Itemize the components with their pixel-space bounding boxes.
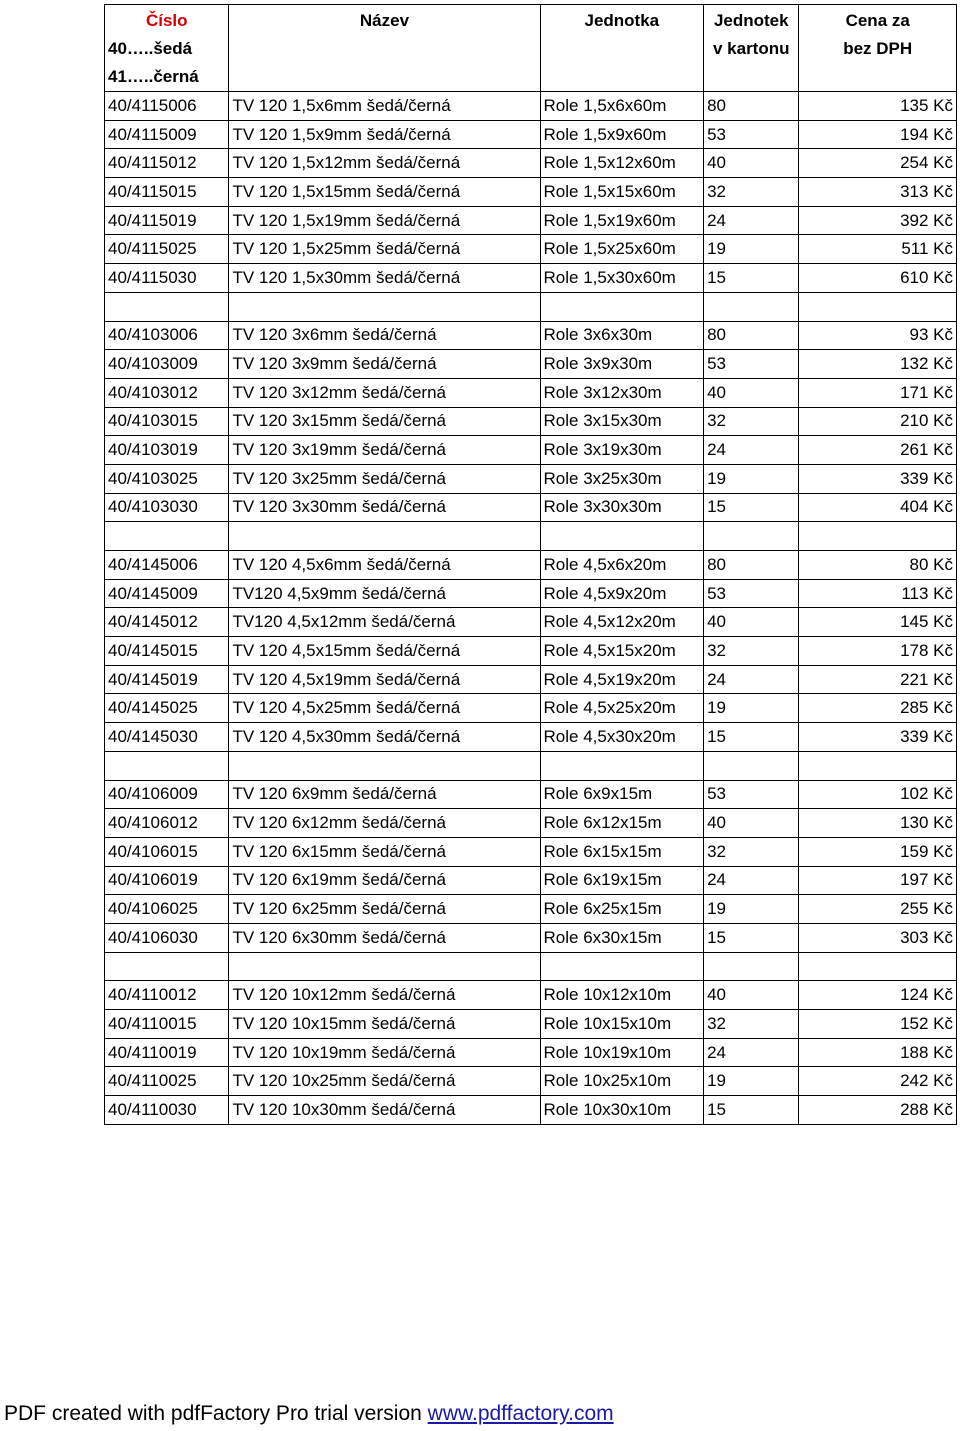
table-row [105,522,957,551]
cell-cena: 313 Kč [799,178,957,207]
cell-nazev [229,952,540,981]
cell-nazev: TV 120 1,5x19mm šedá/černá [229,206,540,235]
header-nazev-label: Název [359,11,410,30]
cell-nazev: TV 120 10x30mm šedá/černá [229,1096,540,1125]
cell-ks: 24 [704,206,799,235]
cell-kod: 40/4106009 [105,780,229,809]
cell-cena: 197 Kč [799,866,957,895]
table-row [105,895,957,924]
cell-jednotka: Role 3x19x30m [540,436,704,465]
cell-kod: 40/4103025 [105,464,229,493]
cell-nazev: TV 120 3x12mm šedá/černá [229,378,540,407]
cell-jednotka: Role 1,5x30x60m [540,264,704,293]
cell-ks: 40 [704,809,799,838]
cell-ks: 53 [704,780,799,809]
cell-jednotka: Role 3x6x30m [540,321,704,350]
cell-nazev: TV 120 6x15mm šedá/černá [229,837,540,866]
cell-kod: 40/4115009 [105,120,229,149]
cell-nazev: TV 120 6x25mm šedá/černá [229,895,540,924]
table-row [105,206,957,235]
price-table [104,4,957,1125]
cell-kod: 40/4145015 [105,637,229,666]
cell-nazev: TV 120 3x9mm šedá/černá [229,350,540,379]
header-jednotek [704,5,799,92]
cell-nazev: TV 120 10x12mm šedá/černá [229,981,540,1010]
cell-nazev: TV 120 3x6mm šedá/černá [229,321,540,350]
cell-nazev [229,751,540,780]
cell-kod: 40/4145009 [105,579,229,608]
cell-ks [704,751,799,780]
cell-nazev: TV 120 4,5x30mm šedá/černá [229,723,540,752]
table-row [105,292,957,321]
cell-jednotka: Role 3x12x30m [540,378,704,407]
cell-cena: 511 Kč [799,235,957,264]
cell-ks: 15 [704,264,799,293]
cell-nazev: TV 120 1,5x6mm šedá/černá [229,92,540,121]
cell-nazev: TV 120 3x25mm šedá/černá [229,464,540,493]
cell-cena: 113 Kč [799,579,957,608]
header-jednotka [540,5,704,92]
cell-cena: 145 Kč [799,608,957,637]
table-row [105,264,957,293]
cell-kod: 40/4145019 [105,665,229,694]
footer-text: PDF created with pdfFactory Pro trial version [4,1402,428,1425]
cell-ks [704,292,799,321]
cell-jednotka: Role 10x25x10m [540,1067,704,1096]
cell-kod: 40/4110025 [105,1067,229,1096]
cell-cena: 132 Kč [799,350,957,379]
cell-nazev: TV120 4,5x9mm šedá/černá [229,579,540,608]
table-row [105,981,957,1010]
cell-cena: 152 Kč [799,1010,957,1039]
cell-ks: 32 [704,407,799,436]
cell-cena: 404 Kč [799,493,957,522]
cell-ks: 19 [704,235,799,264]
cell-cena: 339 Kč [799,464,957,493]
cell-ks: 40 [704,149,799,178]
cell-cena [799,751,957,780]
cell-cena: 178 Kč [799,637,957,666]
cell-ks: 19 [704,1067,799,1096]
table-row [105,350,957,379]
cell-kod: 40/4115019 [105,206,229,235]
header-jednotek-label-1: Jednotek [713,11,789,30]
cell-nazev: TV 120 6x12mm šedá/černá [229,809,540,838]
header-cena-label-2: bez DPH [843,39,913,58]
cell-ks: 32 [704,637,799,666]
header-cislo-label: Číslo [145,11,188,30]
table-row [105,952,957,981]
cell-cena [799,522,957,551]
cell-ks: 53 [704,120,799,149]
cell-jednotka: Role 1,5x12x60m [540,149,704,178]
cell-kod: 40/4106012 [105,809,229,838]
cell-ks: 40 [704,378,799,407]
cell-nazev: TV 120 1,5x25mm šedá/černá [229,235,540,264]
cell-cena: 242 Kč [799,1067,957,1096]
table-row [105,1010,957,1039]
cell-ks: 32 [704,1010,799,1039]
cell-kod: 40/4106015 [105,837,229,866]
cell-cena: 303 Kč [799,923,957,952]
cell-ks: 32 [704,837,799,866]
cell-jednotka [540,522,704,551]
cell-nazev: TV 120 3x15mm šedá/černá [229,407,540,436]
table-row [105,92,957,121]
cell-nazev: TV 120 10x15mm šedá/černá [229,1010,540,1039]
cell-ks: 80 [704,321,799,350]
cell-jednotka: Role 4,5x30x20m [540,723,704,752]
table-row [105,464,957,493]
cell-jednotka: Role 3x9x30m [540,350,704,379]
cell-jednotka: Role 6x25x15m [540,895,704,924]
cell-kod: 40/4103015 [105,407,229,436]
cell-cena: 392 Kč [799,206,957,235]
cell-cena: 610 Kč [799,264,957,293]
cell-cena: 188 Kč [799,1038,957,1067]
cell-jednotka [540,952,704,981]
cell-kod: 40/4103006 [105,321,229,350]
cell-cena: 93 Kč [799,321,957,350]
cell-ks [704,522,799,551]
cell-nazev: TV120 4,5x12mm šedá/černá [229,608,540,637]
table-row [105,1038,957,1067]
table-row [105,780,957,809]
cell-ks: 15 [704,493,799,522]
cell-kod: 40/4110030 [105,1096,229,1125]
table-row [105,493,957,522]
cell-cena: 254 Kč [799,149,957,178]
cell-nazev: TV 120 1,5x30mm šedá/černá [229,264,540,293]
cell-kod: 40/4145025 [105,694,229,723]
cell-jednotka: Role 4,5x12x20m [540,608,704,637]
header-jednotka-label: Jednotka [584,11,660,30]
header-cena-label-1: Cena za [845,11,910,30]
cell-cena [799,292,957,321]
cell-nazev: TV 120 4,5x6mm šedá/černá [229,551,540,580]
table-row [105,1067,957,1096]
cell-kod: 40/4115012 [105,149,229,178]
cell-kod: 40/4106030 [105,923,229,952]
cell-cena: 171 Kč [799,378,957,407]
table-header-row [105,5,957,92]
table-row [105,235,957,264]
cell-ks: 53 [704,350,799,379]
cell-kod: 40/4115006 [105,92,229,121]
pdf-footer [4,1402,614,1426]
cell-ks: 15 [704,923,799,952]
cell-jednotka: Role 6x19x15m [540,866,704,895]
cell-cena [799,952,957,981]
table-row [105,837,957,866]
cell-ks: 24 [704,1038,799,1067]
cell-cena: 285 Kč [799,694,957,723]
cell-ks: 24 [704,866,799,895]
cell-ks: 80 [704,551,799,580]
table-row [105,178,957,207]
cell-nazev: TV 120 4,5x25mm šedá/černá [229,694,540,723]
table-row [105,1096,957,1125]
cell-jednotka: Role 4,5x9x20m [540,579,704,608]
cell-kod [105,952,229,981]
cell-kod: 40/4115015 [105,178,229,207]
cell-nazev: TV 120 1,5x9mm šedá/černá [229,120,540,149]
cell-cena: 221 Kč [799,665,957,694]
cell-kod [105,751,229,780]
cell-nazev: TV 120 4,5x19mm šedá/černá [229,665,540,694]
cell-jednotka: Role 3x15x30m [540,407,704,436]
cell-kod: 40/4145006 [105,551,229,580]
cell-ks: 19 [704,464,799,493]
cell-nazev [229,522,540,551]
cell-nazev: TV 120 3x19mm šedá/černá [229,436,540,465]
cell-cena: 339 Kč [799,723,957,752]
cell-jednotka [540,292,704,321]
cell-kod: 40/4103009 [105,350,229,379]
cell-cena: 255 Kč [799,895,957,924]
cell-nazev: TV 120 1,5x12mm šedá/černá [229,149,540,178]
cell-kod: 40/4115030 [105,264,229,293]
cell-kod: 40/4145012 [105,608,229,637]
header-seda-code: 40…..šedá [108,39,193,58]
cell-ks: 40 [704,981,799,1010]
cell-jednotka: Role 3x30x30m [540,493,704,522]
cell-ks: 19 [704,895,799,924]
cell-cena: 261 Kč [799,436,957,465]
table-row [105,809,957,838]
table-row [105,378,957,407]
table-row [105,923,957,952]
table-row [105,551,957,580]
cell-kod: 40/4110015 [105,1010,229,1039]
cell-kod [105,522,229,551]
cell-kod: 40/4145030 [105,723,229,752]
cell-nazev: TV 120 6x30mm šedá/černá [229,923,540,952]
cell-jednotka: Role 3x25x30m [540,464,704,493]
cell-nazev: TV 120 6x9mm šedá/černá [229,780,540,809]
cell-cena: 135 Kč [799,92,957,121]
cell-ks: 19 [704,694,799,723]
cell-nazev: TV 120 10x25mm šedá/černá [229,1067,540,1096]
cell-kod: 40/4115025 [105,235,229,264]
table-row [105,407,957,436]
table-row [105,751,957,780]
table-row [105,637,957,666]
footer-link[interactable]: www.pdffactory.com [427,1402,614,1425]
table-row [105,665,957,694]
table-row [105,149,957,178]
header-cislo [105,5,229,92]
cell-jednotka: Role 6x15x15m [540,837,704,866]
cell-jednotka: Role 4,5x19x20m [540,665,704,694]
cell-jednotka: Role 6x9x15m [540,780,704,809]
cell-nazev: TV 120 4,5x15mm šedá/černá [229,637,540,666]
cell-kod: 40/4106025 [105,895,229,924]
cell-kod: 40/4110019 [105,1038,229,1067]
cell-jednotka [540,751,704,780]
cell-cena: 194 Kč [799,120,957,149]
cell-jednotka: Role 6x12x15m [540,809,704,838]
table-row [105,723,957,752]
cell-jednotka: Role 1,5x25x60m [540,235,704,264]
cell-kod: 40/4110012 [105,981,229,1010]
cell-jednotka: Role 10x19x10m [540,1038,704,1067]
cell-cena: 159 Kč [799,837,957,866]
cell-jednotka: Role 10x15x10m [540,1010,704,1039]
cell-ks: 40 [704,608,799,637]
table-row [105,866,957,895]
cell-ks: 24 [704,665,799,694]
table-row [105,321,957,350]
cell-jednotka: Role 1,5x6x60m [540,92,704,121]
cell-jednotka: Role 1,5x15x60m [540,178,704,207]
header-nazev [229,5,540,92]
cell-ks: 24 [704,436,799,465]
table-row [105,608,957,637]
cell-jednotka: Role 1,5x9x60m [540,120,704,149]
cell-ks: 32 [704,178,799,207]
cell-nazev: TV 120 6x19mm šedá/černá [229,866,540,895]
table-row [105,120,957,149]
cell-ks: 80 [704,92,799,121]
table-row [105,579,957,608]
cell-ks: 15 [704,723,799,752]
cell-jednotka: Role 6x30x15m [540,923,704,952]
cell-cena: 102 Kč [799,780,957,809]
cell-kod: 40/4103019 [105,436,229,465]
cell-cena: 124 Kč [799,981,957,1010]
cell-kod: 40/4103030 [105,493,229,522]
header-cerna-code: 41…..černá [108,67,199,86]
cell-jednotka: Role 10x12x10m [540,981,704,1010]
header-jednotek-label-2: v kartonu [712,39,790,58]
cell-nazev [229,292,540,321]
cell-cena: 210 Kč [799,407,957,436]
table-row [105,436,957,465]
cell-nazev: TV 120 1,5x15mm šedá/černá [229,178,540,207]
table-row [105,694,957,723]
cell-kod: 40/4103012 [105,378,229,407]
cell-nazev: TV 120 10x19mm šedá/černá [229,1038,540,1067]
cell-cena: 130 Kč [799,809,957,838]
cell-jednotka: Role 1,5x19x60m [540,206,704,235]
cell-jednotka: Role 4,5x25x20m [540,694,704,723]
cell-jednotka: Role 4,5x15x20m [540,637,704,666]
cell-kod [105,292,229,321]
cell-jednotka: Role 4,5x6x20m [540,551,704,580]
cell-cena: 288 Kč [799,1096,957,1125]
cell-ks [704,952,799,981]
cell-jednotka: Role 10x30x10m [540,1096,704,1125]
cell-ks: 15 [704,1096,799,1125]
header-cena [799,5,957,92]
cell-kod: 40/4106019 [105,866,229,895]
cell-cena: 80 Kč [799,551,957,580]
cell-ks: 53 [704,579,799,608]
cell-nazev: TV 120 3x30mm šedá/černá [229,493,540,522]
